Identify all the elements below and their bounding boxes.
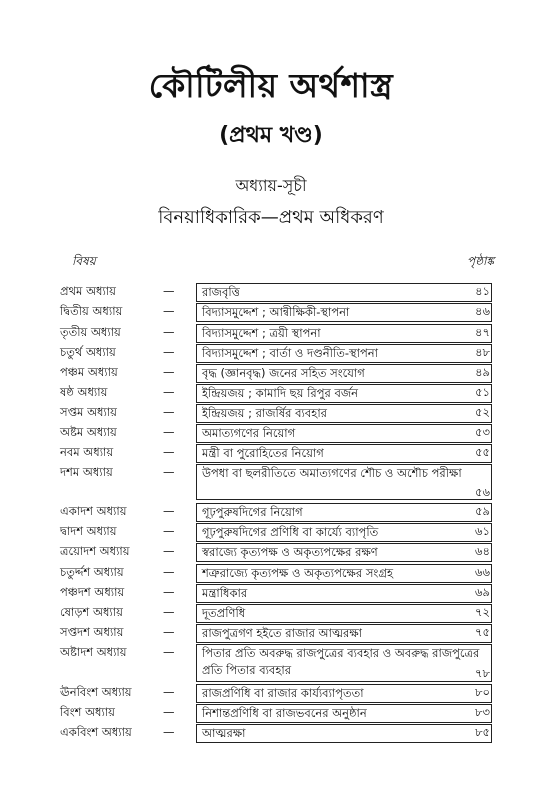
dash-separator: — — [163, 405, 175, 419]
chapter-label: ত্রয়োদশ অধ্যায় — [60, 544, 130, 558]
dash-separator: — — [163, 705, 175, 719]
page-number: ৬৪ — [475, 544, 490, 558]
page-number: ৫২ — [475, 405, 490, 419]
dash-separator: — — [163, 585, 175, 599]
page-number: ৫১ — [475, 385, 490, 399]
dash-separator: — — [163, 345, 175, 359]
chapter-label: চতুর্থ অধ্যায় — [60, 345, 116, 359]
chapter-label: তৃতীয় অধ্যায় — [60, 325, 121, 339]
chapter-topic: মন্ত্রাধিকার — [196, 584, 492, 603]
chapter-label: ষষ্ঠ অধ্যায় — [60, 385, 108, 399]
chapter-label: ঊনবিংশ অধ্যায় — [60, 685, 132, 699]
page-number: ৭২ — [475, 605, 490, 619]
chapter-label: একাদশ অধ্যায় — [60, 504, 127, 518]
chapter-topic: দূতপ্রণিধি — [196, 604, 492, 623]
dash-separator: — — [163, 544, 175, 558]
chapter-label: দ্বিতীয় অধ্যায় — [60, 304, 123, 318]
page-number: ৬১ — [475, 524, 490, 538]
chapter-topic: বিদ্যাসমুদ্দেশ ; বার্তা ও দণ্ডনীতি-স্থাপনা — [196, 344, 492, 363]
chapter-topic: রাজপ্রণিধি বা রাজার কার্য্যব্যাপৃততা — [196, 684, 492, 703]
page-number: ৫৬ — [475, 485, 490, 499]
dash-separator: — — [163, 425, 175, 439]
page-number: ৪৭ — [475, 325, 490, 339]
chapter-label: চতুর্দ্দশ অধ্যায় — [60, 565, 124, 579]
chapter-label: সপ্তম অধ্যায় — [60, 405, 117, 419]
page-number: ৮০ — [475, 685, 490, 699]
chapter-topic: রাজবৃত্তি — [196, 283, 492, 302]
chapter-topic: নিশান্তপ্রণিধি বা রাজভবনের অনুষ্ঠান — [196, 704, 492, 723]
page-number: ৪১ — [475, 284, 490, 298]
chapter-label: দ্বাদশ অধ্যায় — [60, 524, 117, 538]
subject-column-header: বিষয় — [72, 254, 96, 268]
toc-heading: অধ্যায়-সূচী — [235, 176, 307, 195]
dash-separator: — — [163, 685, 175, 699]
page-column-header: পৃষ্ঠাঙ্ক — [467, 254, 494, 268]
chapter-label: বিংশ অধ্যায় — [60, 705, 115, 719]
dash-separator: — — [163, 504, 175, 518]
page-number: ৬৬ — [475, 565, 490, 579]
chapter-label: একবিংশ অধ্যায় — [60, 725, 132, 739]
page-number: ৫৯ — [475, 504, 490, 518]
chapter-topic: বৃদ্ধ (জ্ঞানবৃদ্ধ) জনের সহিত সংযোগ — [196, 364, 492, 383]
chapter-topic: আত্মরক্ষা — [196, 724, 492, 743]
dash-separator: — — [163, 325, 175, 339]
page-number: ৬৯ — [475, 585, 490, 599]
page-number: ৫৩ — [475, 425, 490, 439]
dash-separator: — — [163, 284, 175, 298]
page-number: ৪৯ — [475, 365, 490, 379]
chapter-topic: শত্রুরাজ্যে কৃত্যপক্ষ ও অকৃত্যপক্ষের সংগ্রহ — [196, 564, 492, 583]
chapter-topic: বিদ্যাসমুদ্দেশ ; আন্বীক্ষিকী-স্থাপনা — [196, 303, 492, 322]
chapter-topic: উপধা বা ছলরীতিতে অমাত্যগণের শৌচ ও অশৌচ পরীক্ষা — [196, 464, 492, 500]
chapter-topic: বিদ্যাসমুদ্দেশ ; ত্রয়ী স্থাপনা — [196, 324, 492, 343]
dash-separator: — — [163, 605, 175, 619]
chapter-topic: গূঢ়পুরুষদিগের নিয়োগ — [196, 503, 492, 522]
volume-subtitle: (প্রথম খণ্ড) — [219, 123, 323, 148]
book-title: কৌটিলীয় অর্থশাস্ত্র — [148, 66, 394, 105]
page-number: ৭৮ — [475, 666, 490, 680]
page-number: ৮৫ — [475, 725, 490, 739]
chapter-topic: গূঢ়পুরুষদিগের প্রণিধি বা কার্য্যে ব্যাপৃতি — [196, 523, 492, 542]
dash-separator: — — [163, 304, 175, 318]
chapter-label: প্রথম অধ্যায় — [60, 284, 116, 298]
section-heading: বিনয়াধিকারিক—প্রথম অধিকরণ — [158, 207, 384, 228]
chapter-label: পঞ্চম অধ্যায় — [60, 365, 118, 379]
chapter-label: অষ্টাদশ অধ্যায় — [60, 645, 127, 659]
dash-separator: — — [163, 465, 175, 479]
page-number: ৮৩ — [475, 705, 490, 719]
chapter-topic: অমাত্যগণের নিয়োগ — [196, 424, 492, 443]
chapter-topic: ইন্দ্রিয়জয় ; কামাদি ছয় রিপুর বর্জন — [196, 384, 492, 403]
dash-separator: — — [163, 365, 175, 379]
chapter-label: অষ্টম অধ্যায় — [60, 425, 117, 439]
chapter-topic: ইন্দ্রিয়জয় ; রাজর্ষির ব্যবহার — [196, 404, 492, 423]
chapter-topic: পিতার প্রতি অবরুদ্ধ রাজপুত্রের ব্যবহার ও অবরুদ্ধ রাজপুত্রের প্রতি পিতার ব্যবহার — [196, 644, 492, 682]
dash-separator: — — [163, 385, 175, 399]
dash-separator: — — [163, 625, 175, 639]
page-number: ৭৫ — [475, 625, 490, 639]
chapter-label: ষোড়শ অধ্যায় — [60, 605, 123, 619]
page-number: ৪৬ — [475, 304, 490, 318]
dash-separator: — — [163, 445, 175, 459]
chapter-label: দশম অধ্যায় — [60, 465, 113, 479]
dash-separator: — — [163, 565, 175, 579]
chapter-topic: স্বরাজ্যে কৃত্যপক্ষ ও অকৃত্যপক্ষের রক্ষণ — [196, 543, 492, 562]
dash-separator: — — [163, 645, 175, 659]
dash-separator: — — [163, 725, 175, 739]
page-number: ৫৫ — [475, 445, 490, 459]
chapter-topic: রাজপুত্রগণ হইতে রাজার আত্মরক্ষা — [196, 624, 492, 643]
page-number: ৪৮ — [475, 345, 490, 359]
chapter-label: সপ্তদশ অধ্যায় — [60, 625, 124, 639]
chapter-label: পঞ্চদশ অধ্যায় — [60, 585, 125, 599]
chapter-label: নবম অধ্যায় — [60, 445, 114, 459]
chapter-topic: মন্ত্রী বা পুরোহিতের নিয়োগ — [196, 444, 492, 463]
dash-separator: — — [163, 524, 175, 538]
